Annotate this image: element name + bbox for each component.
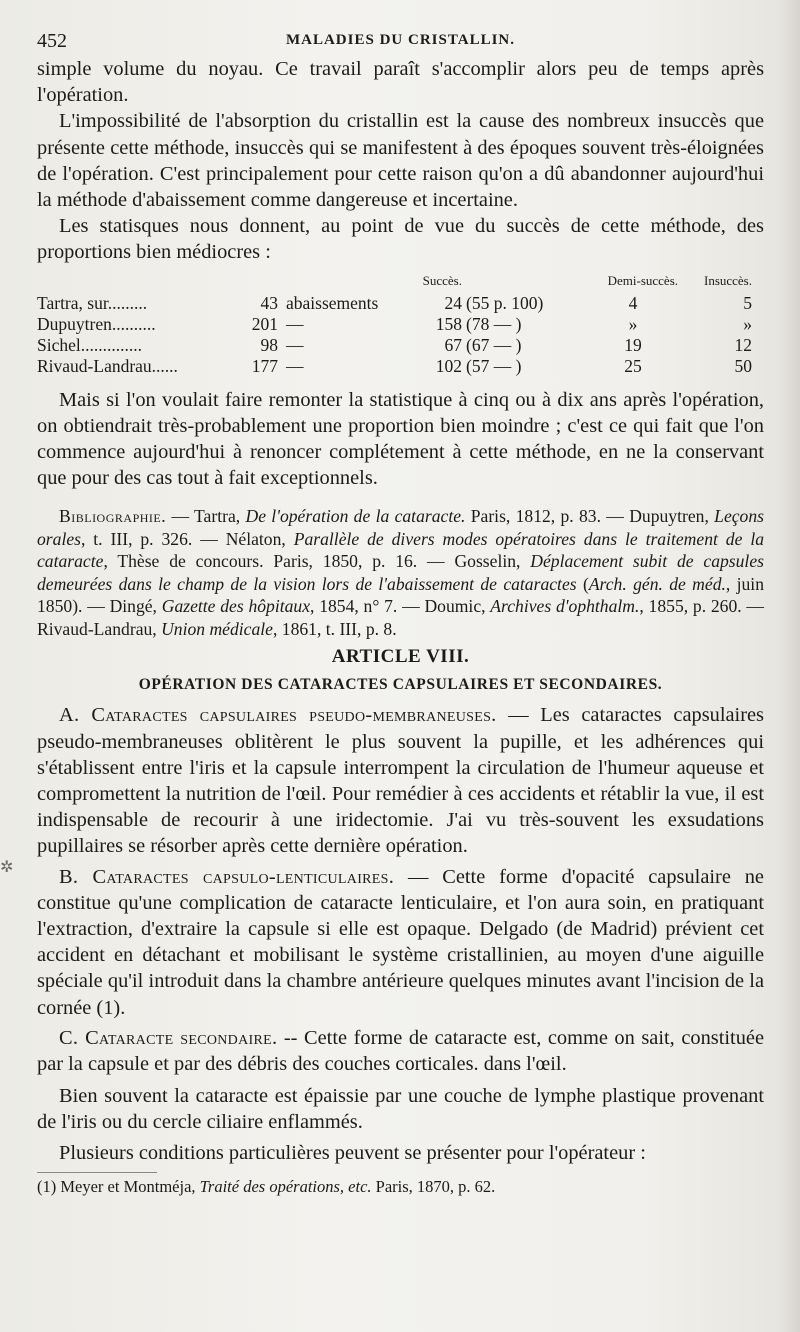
row-succes: 158 <box>435 313 462 334</box>
bib-text: , 1855, p. 260. — Rivaud-Landrau, <box>37 596 765 639</box>
running-head: MALADIES DU CRISTALLIN. <box>285 32 515 48</box>
footnote-text: (1) Meyer et Montméja, <box>37 1176 200 1196</box>
subsection-b <box>37 864 764 1021</box>
bib-text: , t. III, p. 326. — Nélaton, <box>80 528 294 549</box>
footnote-title: Traité des opérations, etc. <box>199 1176 372 1196</box>
row-succes: 67 <box>444 334 462 355</box>
header-succes: Succès. <box>422 272 462 288</box>
bib-title: Gazette des hôpitaux <box>161 596 311 617</box>
row-total: 201 <box>251 313 278 334</box>
bib-title: Déplacement subit de capsules demeurées dans le champ de la vision lors de l'abaissement de cataractes <box>37 551 764 594</box>
row-total: 177 <box>251 355 278 376</box>
paragraph-statistiques: Les statisques nous donnent, au point de vue du succès de cette méthode, des proportions bien médiocres : <box>37 215 764 264</box>
bib-text: , Thèse de concours. Paris, 1850, p. 16. — Gosselin, <box>103 551 531 572</box>
bib-title: Archives d'ophthalm. <box>490 596 640 617</box>
bib-text: Paris, 1812, p. 83. — Dupuytren, <box>465 506 715 527</box>
row-percent: (57 — ) <box>466 355 522 376</box>
row-author: Tartra, sur......... <box>37 292 148 313</box>
section-title: OPÉRATION DES CATARACTES CAPSULAIRES ET SECONDAIRES. <box>138 676 663 694</box>
bib-text: , 1861, t. III, p. 8. <box>272 618 397 639</box>
row-total: 43 <box>260 292 278 313</box>
table-row <box>37 293 764 314</box>
subsection-c-text: -- Cette forme de cataracte est, comme on sait, constituée par la capsule et par des débris des couches corticales. dans l'œil. <box>37 1026 764 1076</box>
header-insucces: Insuccès. <box>703 272 752 288</box>
bib-text: — Tartra, <box>166 506 246 527</box>
table-row <box>37 356 764 377</box>
margin-mark: ✲ <box>0 859 14 876</box>
subsection-a <box>37 702 764 859</box>
subsection-a-label: A. Cataractes capsulaires pseudo-membraneuses. <box>59 704 497 727</box>
subsection-c <box>37 1025 764 1077</box>
row-demi: 4 <box>628 292 638 313</box>
row-insucces: 12 <box>734 334 752 355</box>
subsection-b-label: B. Cataractes capsulo-lenticulaires. <box>59 865 395 888</box>
row-kind: — <box>286 334 304 355</box>
paragraph-conditions: Plusieurs conditions particulières peuvent se présenter pour l'opérateur : <box>59 1141 646 1164</box>
table-header-row <box>37 270 764 293</box>
paragraph-continuation: simple volume du noyau. Ce travail paraît s'accomplir alors peu de temps après l'opération. <box>37 58 764 107</box>
bib-text: , 1854, n° 7. — Doumic, <box>310 596 491 617</box>
row-author: Sichel.............. <box>37 334 142 355</box>
bibliography <box>37 505 764 640</box>
bib-title: Leçons orales <box>37 506 764 549</box>
row-succes: 24 <box>444 292 462 313</box>
bib-text: , juin 1850). — Dingé, <box>37 573 764 617</box>
bib-title: Parallèle de divers modes opératoires dans le traitement de la cataracte <box>37 528 765 572</box>
subsection-c-label: C. Cataracte secondaire. <box>59 1026 278 1049</box>
article-title: ARTICLE VIII. <box>331 646 470 668</box>
row-author: Dupuytren.......... <box>37 313 156 334</box>
row-insucces: 50 <box>734 355 752 376</box>
bibliography-text <box>37 505 764 640</box>
row-percent: (55 p. 100) <box>466 292 544 313</box>
bib-text: ( <box>576 573 589 594</box>
statistics-table <box>37 270 764 377</box>
footnote-rule <box>37 1172 157 1173</box>
row-kind: — <box>286 355 304 376</box>
bibliography-label: Bibliographie. <box>59 506 167 527</box>
row-insucces: » <box>743 313 752 334</box>
paragraph-insucces: L'impossibilité de l'absorption du cristallin est la cause des nombreux insuccès que présente cette méthode, insuccès qui se manifestent à des époques souvent très-éloignées de l'opération. C'est principalement pour cette raison qu'on a dû abandonner aujourd'hui la méthode d'abaissement comme dangereuse et incertaine. <box>37 110 764 212</box>
row-percent: (67 — ) <box>466 334 522 355</box>
row-insucces: 5 <box>743 292 752 313</box>
bib-title: Union médicale <box>161 618 273 639</box>
footnote <box>37 1177 764 1197</box>
paragraph-conclusion: Mais si l'on voulait faire remonter la statistique à cinq ou à dix ans après l'opération, on obtiendrait très-probablement une proportion bien moindre ; c'est ce qui fait que l'on commence aujourd'hui à renoncer complétement à cette méthode, en ne la conservant que pour des cas tout à fait exceptionnels. <box>37 388 764 490</box>
row-kind: — <box>286 313 304 334</box>
subsection-b-text: — Cette forme d'opacité capsulaire ne constitue qu'une complication de cataracte lenticulaire, et l'on aura soin, en pratiquant l'extraction, d'extraire la capsule si elle est opaque. Delgado (de Madrid) prévient cet accident en détachant et mobilisant le système cristallinien, au moyen d'une aiguille spéciale qu'il introduit dans la chambre antérieure quelques minutes avant l'incision de la cornée (1). <box>37 865 764 1019</box>
header-demi-succes: Demi-succès. <box>607 272 678 288</box>
page-header <box>37 22 764 56</box>
bib-title: Arch. gén. de méd. <box>588 573 726 594</box>
row-demi: » <box>628 313 638 334</box>
footnote-text: Paris, 1870, p. 62. <box>371 1176 496 1196</box>
row-kind: abaissements <box>286 292 379 313</box>
row-demi: 25 <box>624 355 642 376</box>
row-author: Rivaud-Landrau...... <box>37 355 178 376</box>
paragraph-lymphe: Bien souvent la cataracte est épaissie par une couche de lymphe plastique provenant de l'iris ou du cercle ciliaire enflammés. <box>37 1085 764 1134</box>
row-total: 98 <box>260 334 278 355</box>
table-row <box>37 314 764 335</box>
table-row <box>37 335 764 356</box>
subsection-a-text: — Les cataractes capsulaires pseudo-membraneuses oblitèrent le plus souvent la pupille, et les adhérences qui s'établissent entre l'iris et la capsule interrompent la circulation de l'humeur aqueuse et compromettent la nutrition de l'œil. Pour remédier à ces accidents et rétablir la vue, il est indispensable de recourir à une iridectomie. J'ai vu très-souvent les exsudations pupillaires se résorber après cette dernière opération. <box>37 704 764 858</box>
bib-title: De l'opération de la cataracte. <box>245 506 466 527</box>
row-succes: 102 <box>435 355 462 376</box>
row-percent: (78 — ) <box>466 313 522 334</box>
page-number: 452 <box>37 30 67 52</box>
row-demi: 19 <box>624 334 642 355</box>
